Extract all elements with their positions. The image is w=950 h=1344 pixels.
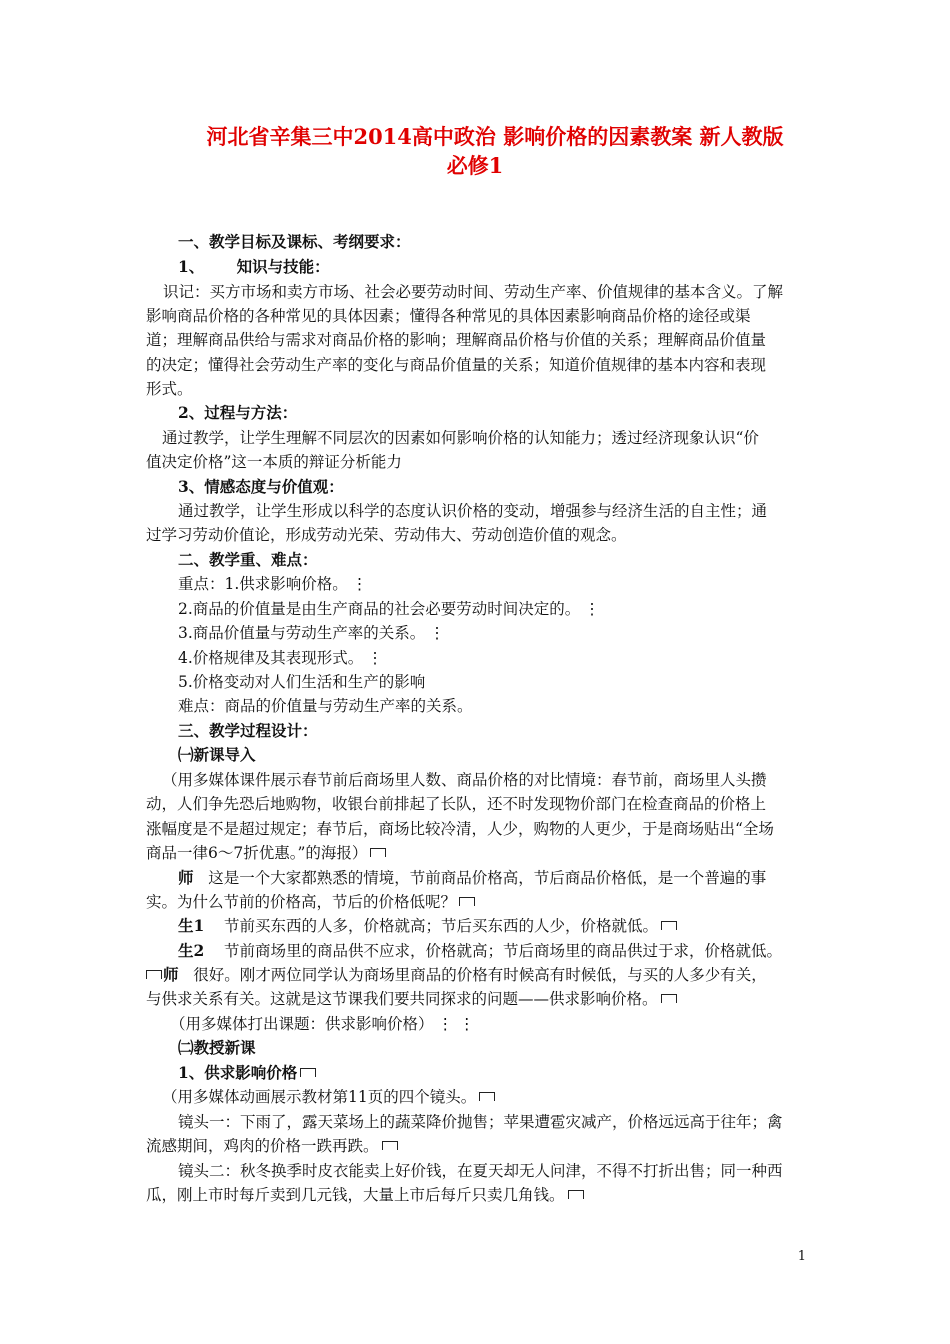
dialogue-text: 很好。刚才两位同学认为商场里商品的价格有时候高有时候低，与买的人多少有关， (193, 966, 767, 984)
paragraph-mark-icon (300, 1068, 316, 1077)
paragraph-line: 镜头一：下雨了，露天菜场上的蔬菜降价抛售；苹果遭雹灾减产，价格远远高于往年；禽 (178, 1113, 783, 1131)
subsection-heading: ㈡教授新课 (178, 1038, 256, 1057)
paragraph-line: 镜头二：秋冬换季时皮衣能卖上好价钱，在夏天却无人问津，不得不打折出售；同一种西 (178, 1162, 783, 1180)
list-item (178, 597, 844, 621)
paragraph-mark-icon (479, 1092, 495, 1101)
speaker-label: 生1 (178, 916, 205, 935)
paragraph-line: 值决定价格”这一本质的辩证分析能力 (146, 453, 402, 471)
paragraph-line: 过学习劳动价值论，形成劳动光荣、劳动伟大、劳动创造价值的观念。 (146, 526, 627, 544)
dialogue-line (146, 987, 812, 1011)
dialogue-text: 节前商场里的商品供不应求，价格就高；节后商场里的商品供过于求，价格就低。 (224, 942, 783, 960)
paragraph-line: 通过教学，让学生理解不同层次的因素如何影响价格的认知能力；透过经济现象认识“价 (162, 429, 759, 447)
list-item: 难点：商品的价值量与劳动生产率的关系。 (178, 697, 473, 715)
dialogue-line (178, 914, 844, 938)
speaker-label: 生2 (178, 941, 205, 960)
section-heading: 一、教学目标及课标、考纲要求： (178, 232, 411, 251)
paragraph-text: 流感期间，鸡肉的价格一跌再跌。 (146, 1137, 379, 1155)
paragraph-line: 涨幅度是不是超过规定；春节后，商场比较冷清，人少，购物的人更少，于是商场贴出“全场 (146, 820, 774, 838)
paragraph-line (170, 1012, 836, 1036)
paragraph-mark-icon (661, 921, 677, 930)
paragraph-line: 道；理解商品供给与需求对商品价格的影响；理解商品价格与价值的关系；理解商品价值量 (146, 331, 767, 349)
list-item-text: 2.商品的价值量是由生产商品的社会必要劳动时间决定的。 (178, 600, 581, 618)
dialogue-line (178, 939, 844, 963)
dialogue-line (146, 890, 812, 914)
paragraph-text: 商品一律6～7折优惠。”的海报） (146, 844, 368, 862)
paragraph-mark-icon (568, 1190, 584, 1199)
dialogue-text: 与供求关系有关。这就是这节课我们要共同探求的问题——供求影响价格。 (146, 990, 658, 1008)
list-item-text: 4.价格规律及其表现形式。 (178, 649, 364, 667)
ellipsis-mark-icon: ⋮ (429, 624, 451, 642)
paragraph-line: 识记：买方市场和卖方市场、社会必要劳动时间、劳动生产率、价值规律的基本含义。了解 (163, 283, 784, 301)
paragraph-text: 瓜，刚上市时每斤卖到几元钱，大量上市后每斤只卖几角钱。 (146, 1186, 565, 1204)
section-heading: 三、教学过程设计： (178, 721, 318, 740)
subsection-heading: 1、 知识与技能： (178, 257, 330, 276)
paragraph-mark-icon (382, 1141, 398, 1150)
section-heading: 二、教学重、难点： (178, 550, 318, 569)
subsection-heading: ㈠新课导入 (178, 745, 256, 764)
paragraph-line: 影响商品价格的各种常见的具体因素；懂得各种常见的具体因素影响商品价格的途径或渠 (146, 307, 751, 325)
dialogue-text: 这是一个大家都熟悉的情境，节前商品价格高，节后商品价格低，是一个普遍的事 (208, 869, 767, 887)
paragraph-line (146, 1183, 812, 1207)
paragraph-line (146, 1134, 812, 1158)
page-number: 1 (797, 1249, 806, 1264)
document-title-line-2: 必修1 (446, 153, 504, 178)
paragraph-line: 通过教学，让学生形成以科学的态度认识价格的变动，增强参与经济生活的自主性；通 (178, 502, 768, 520)
paragraph-mark-icon (459, 897, 475, 906)
paragraph-mark-icon (661, 994, 677, 1003)
paragraph-line: （用多媒体课件展示春节前后商场里人数、商品价格的对比情境：春节前，商场里人头攒 (162, 771, 767, 789)
list-item (178, 572, 844, 596)
dialogue-line (146, 963, 812, 987)
list-item: 5.价格变动对人们生活和生产的影响 (178, 673, 426, 691)
paragraph-line: 的决定；懂得社会劳动生产率的变化与商品价值量的关系；知道价值规律的基本内容和表现 (146, 356, 767, 374)
paragraph-line (162, 1085, 828, 1109)
document-title-line-1: 河北省辛集三中2014高中政治 影响价格的因素教案 新人教版 (206, 124, 784, 149)
paragraph-text: （用多媒体打出课题：供求影响价格） (170, 1015, 434, 1033)
paragraph-mark-icon (146, 970, 162, 979)
speaker-label: 师 (163, 965, 179, 984)
ellipsis-mark-icon: ⋮⋮ (437, 1015, 481, 1033)
subsection-heading (178, 1061, 844, 1085)
speaker-label: 师 (178, 868, 194, 887)
paragraph-mark-icon (370, 848, 386, 857)
dialogue-text: 节前买东西的人多，价格就高；节后买东西的人少，价格就低。 (224, 917, 659, 935)
subsection-heading: 2、过程与方法： (178, 403, 298, 422)
ellipsis-mark-icon: ⋮ (584, 600, 606, 618)
list-item-text: 3.商品价值量与劳动生产率的关系。 (178, 624, 426, 642)
list-item (178, 621, 844, 645)
list-item-text: 重点：1.供求影响价格。 (178, 575, 348, 593)
paragraph-line (146, 841, 812, 865)
subsection-heading: 3、情感态度与价值观： (178, 477, 344, 496)
dialogue-line (178, 866, 844, 890)
list-item (178, 646, 844, 670)
heading-text: 1、供求影响价格 (178, 1063, 298, 1082)
ellipsis-mark-icon: ⋮ (367, 649, 389, 667)
paragraph-line: 动，人们争先恐后地购物，收银台前排起了长队，还不时发现物价部门在检查商品的价格上 (146, 795, 767, 813)
paragraph-line: 形式。 (146, 380, 193, 398)
ellipsis-mark-icon: ⋮ (351, 575, 374, 593)
dialogue-text: 实。为什么节前的价格高，节后的价格低呢？ (146, 893, 457, 911)
paragraph-text: （用多媒体动画展示教材第11页的四个镜头。 (162, 1088, 477, 1106)
